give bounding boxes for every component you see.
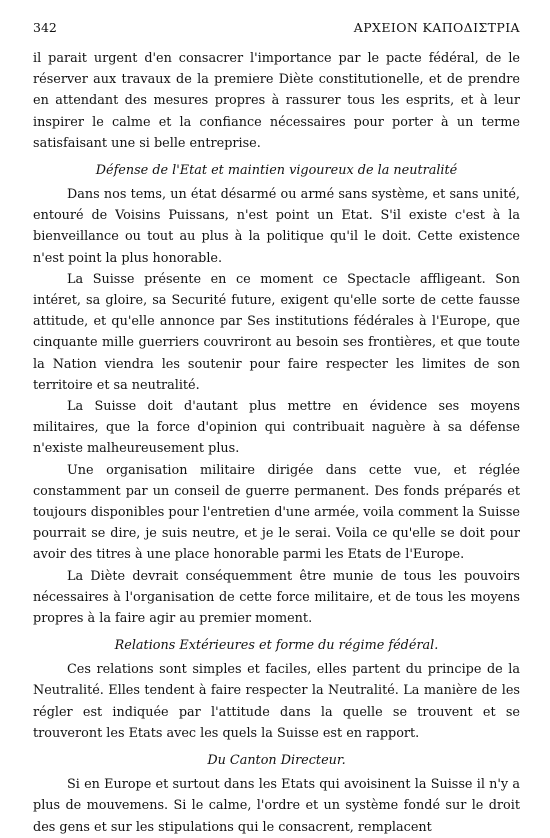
paragraph: Dans nos tems, un état désarmé ou armé sans système, et sans unité, entouré de Voisins Puissans, n'est point un Etat. S'il existe c'est à la bienveillance ou tout au plus à la politique qu'il le doit. Cette existence n'est point la plus honorable.: [33, 187, 520, 266]
paragraph: La Suisse doit d'autant plus mettre en évidence ses moyens militaires, que la force d'opinion qui contribuait naguère à sa défense n'existe malheureusement plus.: [33, 399, 520, 457]
page-header: [33, 20, 520, 48]
running-title: ΑΡΧΕΙΟΝ ΚΑΠΟΔΙΣΤΡΙΑ: [353, 20, 520, 35]
section-heading: Défense de l'Etat et maintien vigoureux de la neutralité: [95, 163, 458, 179]
paragraph: Si en Europe et surtout dans les Etats qui avoisinent la Suisse il n'y a plus de mouvemens. Si le calme, l'ordre et un système fondé sur le droit des gens et sur les stipulations qui le consacrent, remplacent: [33, 777, 520, 835]
paragraph: La Suisse présente en ce moment ce Spectacle affligeant. Son intéret, sa gloire, sa Securité future, exigent qu'elle sorte de cette fausse attitude, et qu'elle annonce par Ses institutions fédérales à l'Europe, que cinquante mille guerriers couvriront au besoin ses frontières, et que toute la Nation viendra les soutenir pour faire respecter les limites de son territoire et sa neutralité.: [33, 271, 520, 393]
paragraph: Une organisation militaire dirigée dans cette vue, et réglée constamment par un conseil de guerre permanent. Des fonds préparés et toujours disponibles pour l'entretien d'une armée, voila comment la Suisse pourrait se dire, je suis neutre, et je le serai. Voila ce qu'elle se doit pour avoir des titres à une place honorable parmi les Etats de l'Europe.: [33, 462, 520, 563]
document-body: [33, 48, 520, 838]
section-heading: Du Canton Directeur.: [207, 753, 346, 769]
paragraph: La Diète devrait conséquemment être munie de tous les pouvoirs nécessaires à l'organisation de cette force militaire, et de tous les moyens propres à la faire agir au premier moment.: [33, 568, 520, 627]
page-number: 342: [33, 20, 57, 35]
paragraph: il parait urgent d'en consacrer l'importance par le pacte fédéral, de le réserver aux travaux de la premiere Diète constitutionelle, et de prendre en attendant des mesures propres à rassurer tous les esprits, et à leur inspirer le calme et la confiance nécessaires pour porter à un terme satisfaisant une si belle entreprise.: [33, 51, 520, 151]
paragraph: Ces relations sont simples et faciles, elles partent du principe de la Neutralité. Elles tendent à faire respecter la Neutralité. La manière de les régler est indiquée par l'attitude dans la quelle se trouvent et se trouveront les Etats avec les quels la Suisse est en rapport.: [33, 662, 520, 741]
section-heading: Relations Extérieures et forme du régime fédéral.: [114, 638, 439, 654]
